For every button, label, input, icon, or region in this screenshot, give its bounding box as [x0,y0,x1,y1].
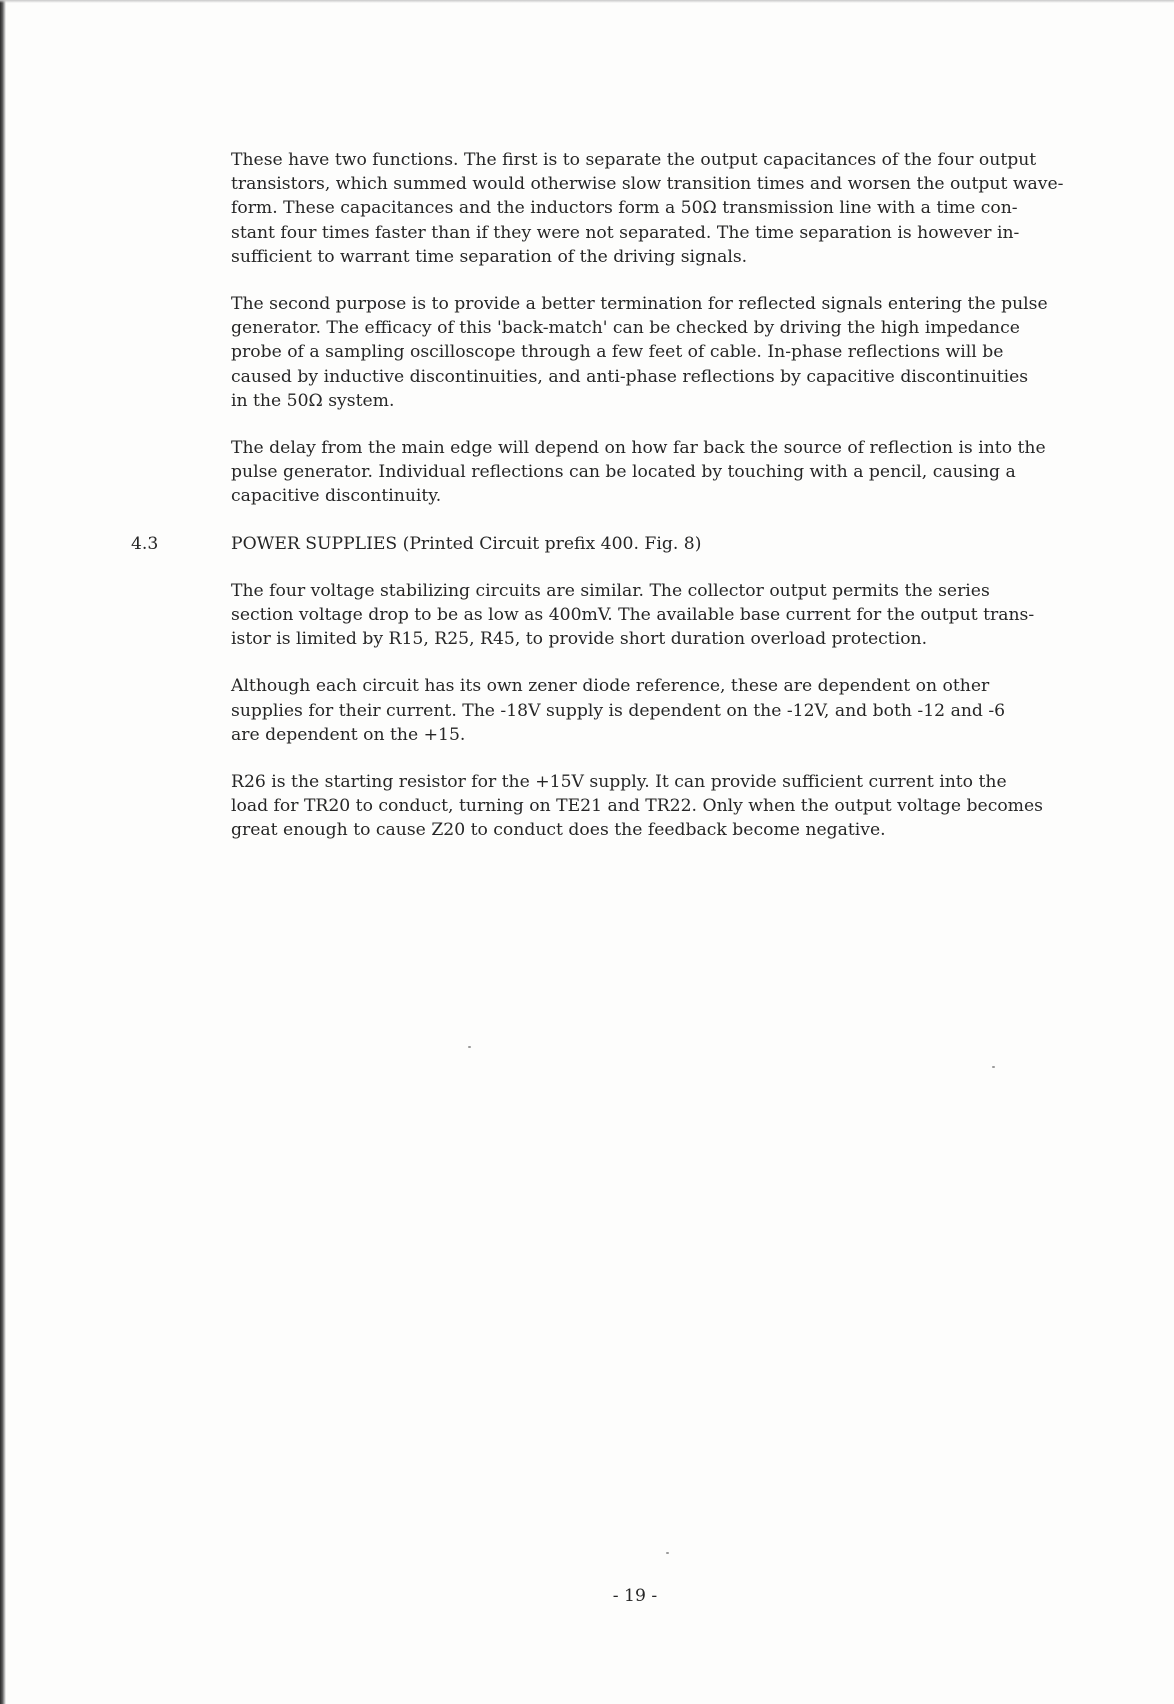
section-heading: POWER SUPPLIES (Printed Circuit prefix 400. Fig. 8) [231,533,702,554]
paper-speck [666,1552,669,1554]
paragraph-starting-resistor: R26 is the starting resistor for the +15V supply. It can provide sufficient current into the load for TR20 to conduct, turning on TE21 and TR22. Only when the output voltage becomes great enough to cause Z20 to conduct does the feedback become negative. [231,772,1043,841]
section-number: 4.3 [131,533,159,554]
body-text [131,148,1131,866]
paper-speck [468,1046,471,1048]
page-number: - 19 - [612,1586,658,1606]
scan-shadow-left [0,0,6,1704]
section-heading-row [131,532,1131,556]
paragraph-zener-reference: Although each circuit has its own zener diode reference, these are dependent on other supplies for their current. The -18V supply is dependent on the -12V, and both -12 and -6 are dependent on the +15. [231,676,1006,745]
paragraph-delay: The delay from the main edge will depend on how far back the source of reflection is into the pulse generator. Individual reflections can be located by touching with a pencil, causing a capacitive discontinuity. [231,438,1046,507]
paper-speck [992,1066,995,1068]
paragraph-back-match: The second purpose is to provide a better termination for reflected signals entering the pulse generator. The efficacy of this 'back-match' can be checked by driving the high impedance probe of a sampling oscilloscope through a few feet of cable. In-phase reflections will be caused by inductive discontinuities, and anti-phase reflections by capacitive discontinuities in the 50Ω system. [231,294,1048,411]
paragraph-functions: These have two functions. The first is to separate the output capacitances of the four output transistors, which summed would otherwise slow transition times and worsen the output wave- form. These capacitances and the inductors form a 50Ω transmission line with a time con- stant four times faster than if they were not separated. The time separation is however in- sufficient to warrant time separation of the driving signals. [231,150,1064,267]
paragraph-stabilizing-circuits: The four voltage stabilizing circuits are similar. The collector output permits the series section voltage drop to be as low as 400mV. The available base current for the output trans- istor is limited by R15, R25, R45, to provide short duration overload protection. [231,580,1035,650]
scan-shadow-top [0,0,1174,3]
